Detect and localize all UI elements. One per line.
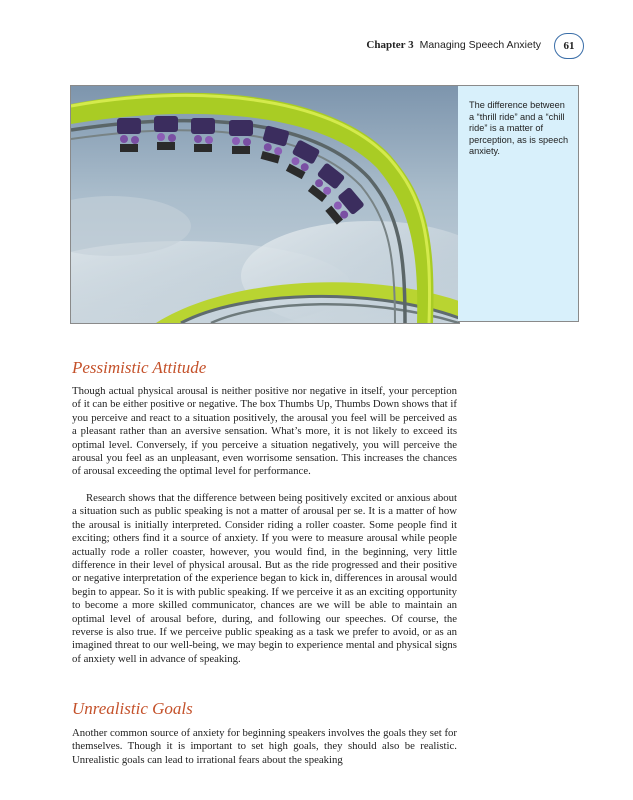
- section-heading-unrealistic-goals: Unrealistic Goals: [72, 699, 193, 718]
- section-heading-pessimistic-attitude: Pessimistic Attitude: [72, 358, 207, 377]
- chapter-heading: [366, 39, 541, 51]
- chapter-title: Managing Speech Anxiety: [419, 39, 541, 51]
- paragraph: Research shows that the difference between being positively excited or anxious about a situation such as public speaking is not a matter of arousal per se. It is a matter of how the arousal is initially interpreted. Consider riding a roller coaster. Some people find it exciting; others find it a source of anxiety. If you were to measure arousal while people actually rode a roller coaster, however, you would find, in the beginning, very little difference in their level of physical arousal. But as the ride progressed and their positive or negative interpretation of the experience began to kick in, differences in arousal would begin to appear. So it is with public speaking. If we perceive it as an exciting opportunity to become a more skilled communicator, chances are we will be able to maintain an optimal level of arousal before, during, and following our speeches. Of course, the reverse is also true. If we perceive public speaking as a task we prefer to avoid, or as an imagined threat to our well-being, we may begin to experience mental and physical signs of anxiety well in advance of speaking.: [72, 492, 457, 665]
- paragraph: Though actual physical arousal is neither positive nor negative in itself, your perception of it can be either positive or negative. The box Thumbs Up, Thumbs Down shows that if you perceive and react to a situation positively, the arousal you feel will be perceived as a pleasant rather than an aversive sensation. What’s more, it is not likely to exceed its optimal level. Conversely, if you perceive a situation negatively, you will perceive the arousal you feel as an unpleasant, even worrisome sensation. This increases the chances of arousal exceeding the optimal level for performance.: [72, 385, 457, 478]
- roller-coaster-photo: [70, 85, 460, 324]
- running-header: [0, 38, 633, 58]
- page-number: 61: [554, 33, 584, 59]
- roller-coaster-illustration: [71, 86, 459, 323]
- paragraph: Another common source of anxiety for beginning speakers involves the goals they set for themselves. Though it is important to set high goals, they should also be realistic. Unrealistic goals can lead to irrational fears about the speaking: [72, 727, 457, 766]
- figure-caption: The difference between a “thrill ride” and a “chill ride” is a matter of perception, as is speech anxiety.: [469, 100, 569, 156]
- figure-caption-box: [458, 85, 579, 322]
- chapter-label: Chapter 3: [366, 39, 414, 51]
